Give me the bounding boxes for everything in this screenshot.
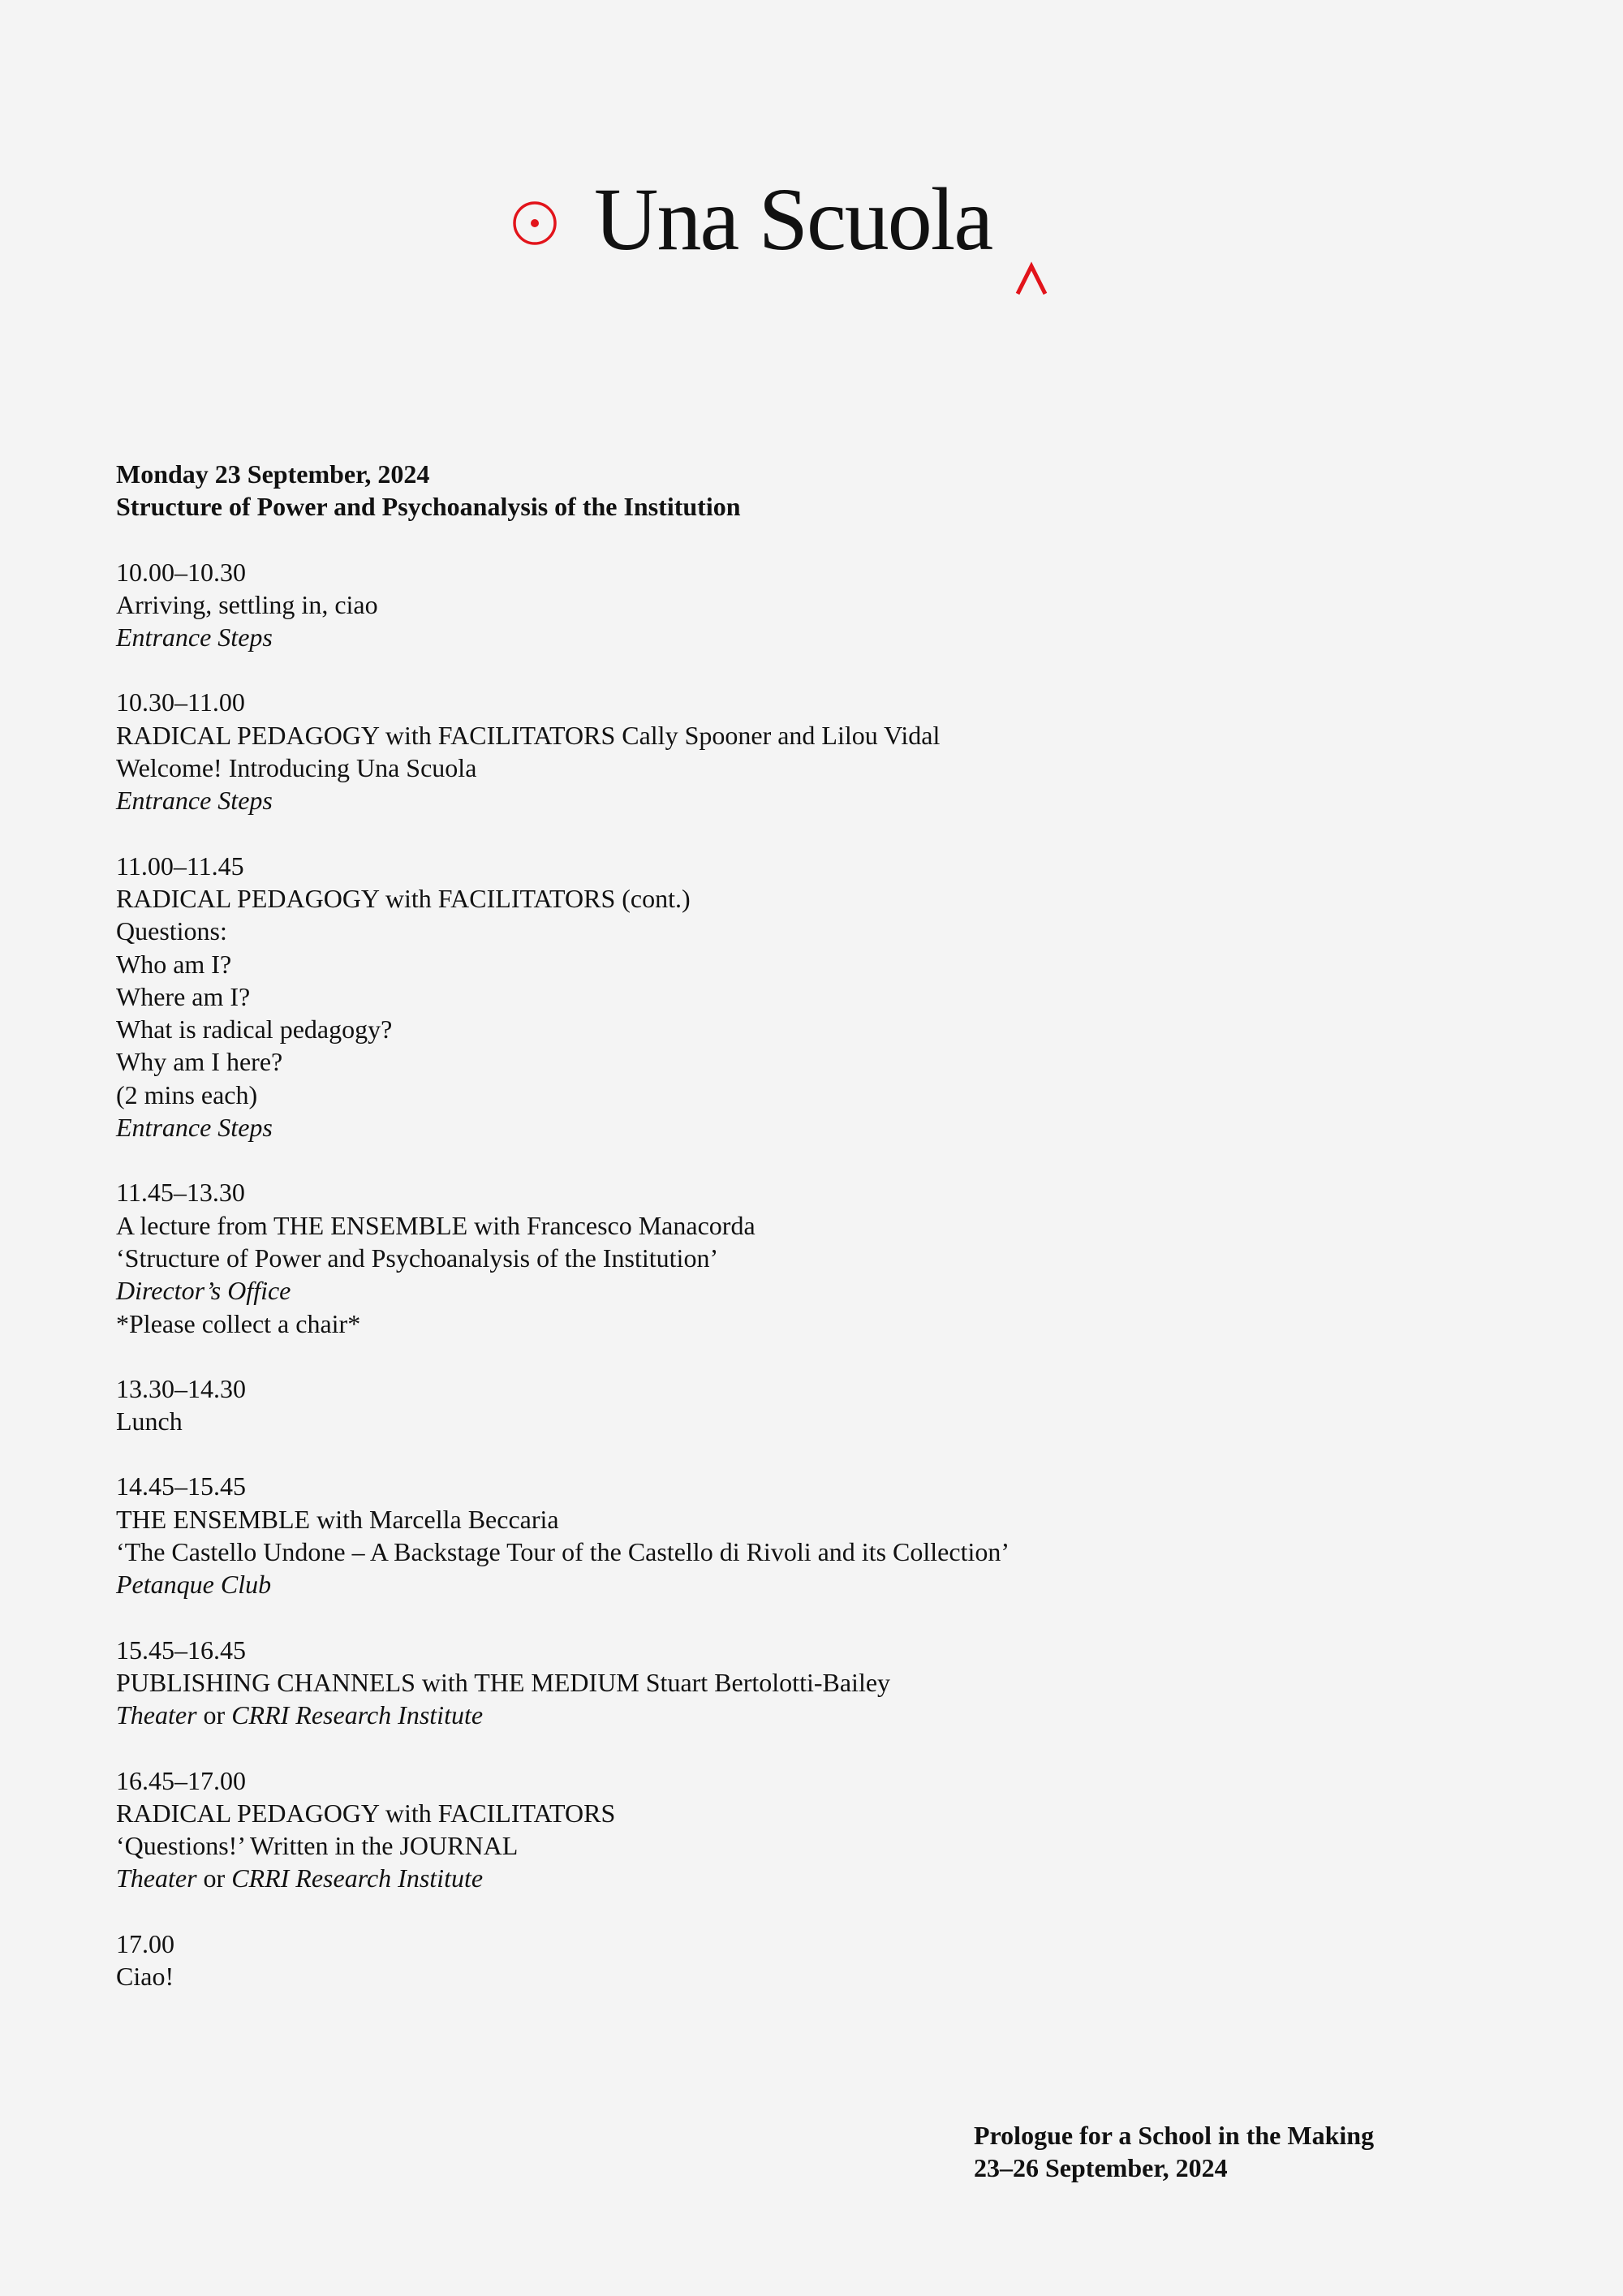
caret-up-icon <box>1014 261 1048 297</box>
session-location: Entrance Steps <box>116 786 273 816</box>
page-date: Monday 23 September, 2024 <box>116 459 430 489</box>
session-line: PUBLISHING CHANNELS with THE MEDIUM Stuart Bertolotti-Bailey <box>116 1667 891 1697</box>
session-time: 11.00–11.45 <box>116 851 244 881</box>
session-time: 10.30–11.00 <box>116 687 245 717</box>
session-time: 15.45–16.45 <box>116 1635 246 1665</box>
session-line: What is radical pedagogy? <box>116 1014 393 1045</box>
footer-title: Prologue for a School in the Making <box>974 2121 1375 2150</box>
session-time: 14.45–15.45 <box>116 1471 246 1501</box>
session-location: Director’s Office <box>116 1276 291 1306</box>
session-line: Ciao! <box>116 1961 174 1991</box>
session-line: RADICAL PEDAGOGY with FACILITATORS <box>116 1798 616 1828</box>
session-line: ‘Questions!’ Written in the JOURNAL <box>116 1831 519 1861</box>
session <box>116 1176 1414 1339</box>
session-line: Where am I? <box>116 981 251 1011</box>
session <box>116 1634 1414 1732</box>
session-location <box>116 1699 1414 1731</box>
session-line: Questions: <box>116 916 227 946</box>
session-line: Welcome! Introducing Una Scuola <box>116 753 477 783</box>
session <box>116 1470 1414 1600</box>
session-time: 17.00 <box>116 1928 174 1958</box>
session-line: Arriving, settling in, ciao <box>116 589 378 619</box>
page-title: Structure of Power and Psychoanalysis of the Institution <box>116 492 741 522</box>
session-time: 13.30–14.30 <box>116 1373 246 1403</box>
session-line: RADICAL PEDAGOGY with FACILITATORS (cont.) <box>116 883 691 913</box>
session <box>116 686 1414 816</box>
session <box>116 1764 1414 1895</box>
session-location: Entrance Steps <box>116 622 273 653</box>
session-time: 16.45–17.00 <box>116 1765 246 1795</box>
session-line: RADICAL PEDAGOGY with FACILITATORS Cally Spooner and Lilou Vidal <box>116 720 941 750</box>
session-line: A lecture from THE ENSEMBLE with Francesco Manacorda <box>116 1210 756 1240</box>
session-note: *Please collect a chair* <box>116 1308 361 1338</box>
location-b: CRRI Research Institute <box>231 1700 484 1730</box>
session-line: ‘Structure of Power and Psychoanalysis of the Institution’ <box>116 1243 719 1273</box>
session-line: Why am I here? <box>116 1047 283 1077</box>
session <box>116 1928 1414 1993</box>
session-time: 11.45–13.30 <box>116 1178 245 1208</box>
session-line: ‘The Castello Undone – A Backstage Tour of the Castello di Rivoli and its Collection’ <box>116 1537 1010 1567</box>
session-line: Lunch <box>116 1406 183 1437</box>
location-or: or <box>203 1863 226 1893</box>
session-line: Who am I? <box>116 949 232 979</box>
logo-wordmark: Una Scuola <box>594 170 992 269</box>
location-b: CRRI Research Institute <box>231 1863 484 1893</box>
session-line: THE ENSEMBLE with Marcella Beccaria <box>116 1504 559 1534</box>
session <box>116 850 1414 1144</box>
circle-dot-icon <box>511 200 558 247</box>
session-location: Entrance Steps <box>116 1113 273 1143</box>
session-location: Petanque Club <box>116 1570 272 1600</box>
footer <box>974 2119 1374 2185</box>
session <box>116 556 1414 654</box>
footer-dates: 23–26 September, 2024 <box>974 2153 1228 2183</box>
logo <box>511 170 992 269</box>
session-time: 10.00–10.30 <box>116 557 246 587</box>
session-line: (2 mins each) <box>116 1079 258 1109</box>
schedule <box>116 458 1414 1992</box>
session-location <box>116 1862 1414 1894</box>
location-a: Theater <box>116 1700 197 1730</box>
session <box>116 1372 1414 1438</box>
location-or: or <box>203 1700 226 1730</box>
location-a: Theater <box>116 1863 197 1893</box>
